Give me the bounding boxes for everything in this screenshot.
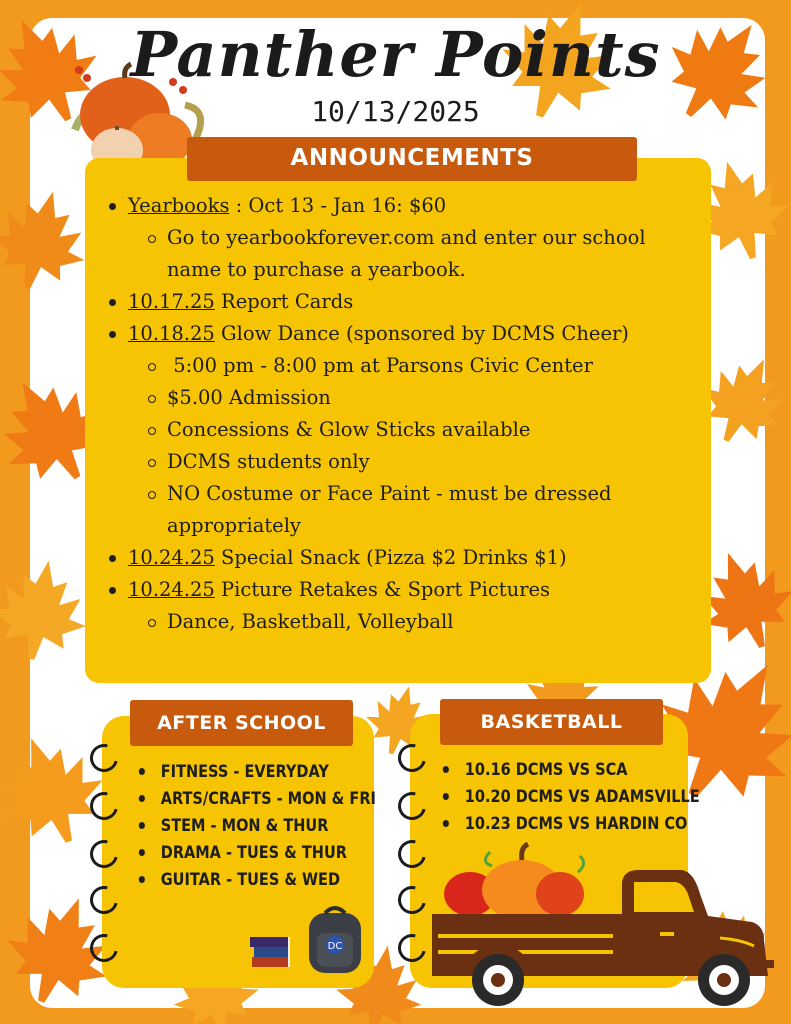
list-item — [108, 574, 698, 606]
maple-leaf-icon — [0, 552, 96, 667]
announcement-text: Picture Retakes & Sport Pictures — [214, 578, 551, 601]
svg-text:DC: DC — [327, 941, 343, 952]
list-subitem: $5.00 Admission — [108, 382, 698, 414]
basketball-heading: BASKETBALL — [440, 699, 663, 745]
maple-leaf-icon — [0, 720, 118, 859]
list-item: 10.23 DCMS VS HARDIN CO — [441, 810, 700, 837]
list-item: DRAMA - TUES & THUR — [137, 839, 376, 866]
list-subitem: Go to yearbookforever.com and enter our school name to purchase a yearbook. — [108, 222, 698, 286]
list-item: GUITAR - TUES & WED — [137, 866, 376, 893]
announcement-text: Glow Dance (sponsored by DCMS Cheer) — [214, 322, 629, 345]
announcements-list — [108, 190, 698, 638]
announcement-text: Report Cards — [214, 290, 354, 313]
list-item — [108, 318, 698, 350]
page-date: 10/13/2025 — [311, 95, 480, 128]
announcement-date: 10.17.25 — [128, 290, 215, 313]
list-subitem: NO Costume or Face Paint - must be dressed appropriately — [108, 478, 698, 542]
list-item: FITNESS - EVERYDAY — [137, 758, 376, 785]
announcement-date: 10.24.25 — [128, 546, 215, 569]
after-school-list — [137, 758, 376, 893]
announcement-date: Yearbooks — [128, 194, 230, 217]
announcement-text: Special Snack (Pizza $2 Drinks $1) — [214, 546, 567, 569]
backpack-icon — [305, 905, 365, 975]
after-school-heading: AFTER SCHOOL — [130, 700, 353, 746]
list-item: 10.16 DCMS VS SCA — [441, 756, 700, 783]
basketball-list — [441, 756, 700, 837]
pickup-truck-icon — [430, 842, 780, 1012]
list-item — [108, 190, 698, 222]
announcement-date: 10.24.25 — [128, 578, 215, 601]
list-subitem: 5:00 pm - 8:00 pm at Parsons Civic Center — [108, 350, 698, 382]
list-item: ARTS/CRAFTS - MON & FRI — [137, 785, 376, 812]
list-subitem: Dance, Basketball, Volleyball — [108, 606, 698, 638]
list-item: STEM - MON & THUR — [137, 812, 376, 839]
page-title: Panther Points — [130, 18, 661, 91]
list-item: 10.20 DCMS VS ADAMSVILLE — [441, 783, 700, 810]
list-item — [108, 542, 698, 574]
announcement-text: : Oct 13 - Jan 16: $60 — [229, 194, 447, 217]
list-subitem: DCMS students only — [108, 446, 698, 478]
list-item — [108, 286, 698, 318]
announcements-heading: ANNOUNCEMENTS — [187, 137, 637, 181]
list-subitem: Concessions & Glow Sticks available — [108, 414, 698, 446]
announcement-date: 10.18.25 — [128, 322, 215, 345]
